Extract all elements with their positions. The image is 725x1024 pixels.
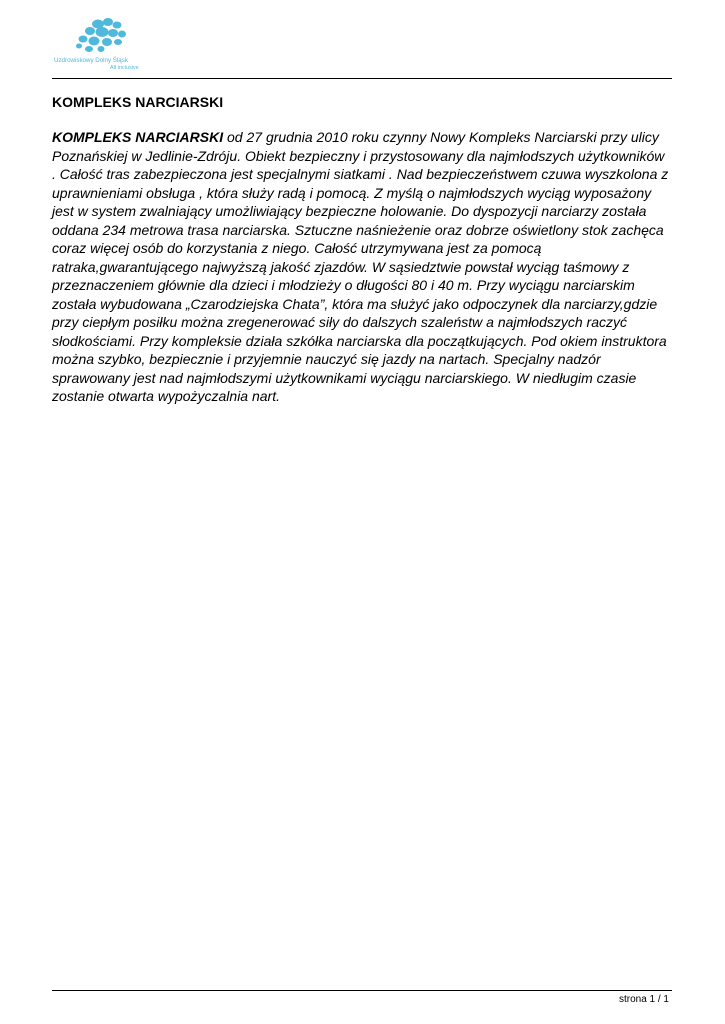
brand-logo	[50, 12, 160, 74]
logo-tagline-1: Uzdrowiskowy Dolny Śląsk	[54, 57, 128, 64]
footer-divider	[52, 990, 672, 991]
document-body	[52, 128, 670, 406]
document-lead: KOMPLEKS NARCIARSKI	[52, 129, 224, 145]
blue-pebbles-logo-icon	[50, 12, 160, 74]
document-title: KOMPLEKS NARCIARSKI	[52, 94, 224, 110]
logo-tagline-2: All inclusive	[110, 65, 139, 71]
document-body-text: od 27 grudnia 2010 roku czynny Nowy Kompleks Narciarski przy ulicy Poznańskiej w Jedlinie-Zdróju. Obiekt bezpieczny i przystosowany dla najmłodszych użytkowników . Całość tras zabezpieczona jest specjalnymi siatkami . Nad bezpieczeństwem czuwa wyszkolona z uprawnieniami obsługa , która służy radą i pomocą. Z myślą o najmłodszych wyciąg wyposażony jest w system zwalniający umożliwiający bezpieczne holowanie. Do dyspozycji narciarzy została oddana 234 metrowa trasa narciarska. Sztuczne naśnieżenie oraz dobrze oświetlony stok zachęca coraz więcej osób do korzystania z niego. Całość utrzymywana jest za pomocą ratraka,gwarantującego najwyższą jakość zjazdów. W sąsiedztwie powstał wyciąg taśmowy z przeznaczeniem głównie dla dzieci i młodzieży o długości 80 i 40 m. Przy wyciągu narciarskim została wybudowana „Czarodziejska Chata”, która ma służyć jako odpoczynek dla narciarzy,gdzie przy ciepłym posiłku można zregenerować siły do dalszych szaleństw a najmłodszych raczyć słodkościami. Przy kompleksie działa szkółka narciarska dla początkujących. Pod okiem instruktora można szybko, bezpiecznie i przyjemnie nauczyć się jazdy na nartach. Specjalny nadzór sprawowany jest nad najmłodszymi użytkownikami wyciągu narciarskiego. W niedługim czasie zostanie otwarta wypożyczalnia nart.	[52, 129, 669, 404]
header-divider	[52, 78, 672, 79]
page-number: strona 1 / 1	[618, 994, 669, 1005]
